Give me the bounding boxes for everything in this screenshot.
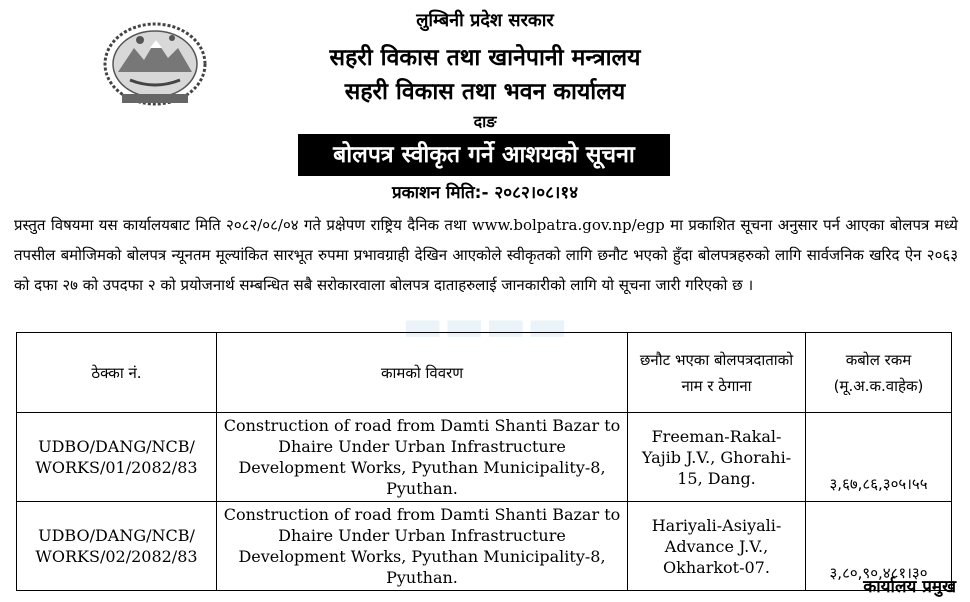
bid-table (16, 332, 952, 591)
ministry-name: सहरी विकास तथा खानेपानी मन्त्रालय (329, 45, 641, 71)
header-bidder: छनौट भएका बोलपत्रदाताको नाम र ठेगाना (628, 333, 806, 413)
office-location: दाङ (473, 112, 497, 131)
signature-title: कार्यालय प्रमुख (863, 577, 956, 597)
description-cell: Construction of road from Damti Shanti Bazar to Dhaire Under Urban Infrastructure Development Works, Pyuthan Municipality-8, Pyuthan. (217, 413, 628, 502)
contract-no-cell: UDBO/DANG/NCB/ WORKS/01/2082/83 (17, 413, 217, 502)
header-contract-no: ठेक्का नं. (17, 333, 217, 413)
header-description: कामको विवरण (217, 333, 628, 413)
office-name: सहरी विकास तथा भवन कार्यालय (344, 79, 626, 105)
amount-cell: ३,८०,९०,४८१।३० (806, 502, 952, 591)
amount-cell: ३,६७,८६,३०५।५५ (806, 413, 952, 502)
table-row (17, 502, 952, 591)
description-cell: Construction of road from Damti Shanti Bazar to Dhaire Under Urban Infrastructure Development Works, Pyuthan Municipality-8, Pyuthan. (217, 502, 628, 591)
bidder-cell: Freeman-Rakal-Yajib J.V., Ghorahi-15, Dang. (628, 413, 806, 502)
contract-no-cell: UDBO/DANG/NCB/ WORKS/02/2082/83 (17, 502, 217, 591)
bidder-cell: Hariyali-Asiyali-Advance J.V., Okharkot-07. (628, 502, 806, 591)
header-amount: कबोल रकम (मू.अ.क.वाहेक) (806, 333, 952, 413)
notice-title: बोलपत्र स्वीकृत गर्ने आशयको सूचना (298, 134, 670, 176)
table-header-row (17, 333, 952, 413)
government-name: लुम्बिनी प्रदेश सरकार (416, 10, 554, 31)
nepal-emblem-icon (100, 14, 210, 110)
publication-date: प्रकाशन मिति:- २०८२।०८।१४ (391, 183, 579, 203)
table-row (17, 413, 952, 502)
watermark: ▬▬▬▬ (401, 300, 569, 351)
notice-body: प्रस्तुत विषयमा यस कार्यालयबाट मिति २०८२/०८/०४ गते प्रक्षेपण राष्ट्रिय दैनिक तथा www.bolpatra.gov.np/egp मा प्रकाशित सूचना अनुसार पर्न आएका बोलपत्र मध्ये तपसील बमोजिमको बोलपत्र न्यूनतम मूल्यांकित सारभूत रुपमा प्रभावग्राही देखिन आएकोले स्वीकृतको लागि छनौट भएको हुँदा बोलपत्रहरुको लागि सार्वजनिक खरिद ऐन २०६३ को दफा २७ को उपदफा २ को प्रयोजनार्थ सम्बन्धित सबै सरोकारवाला बोलपत्र दाताहरुलाई जानकारीको लागि यो सूचना जारी गरिएको छ । (14, 216, 958, 294)
